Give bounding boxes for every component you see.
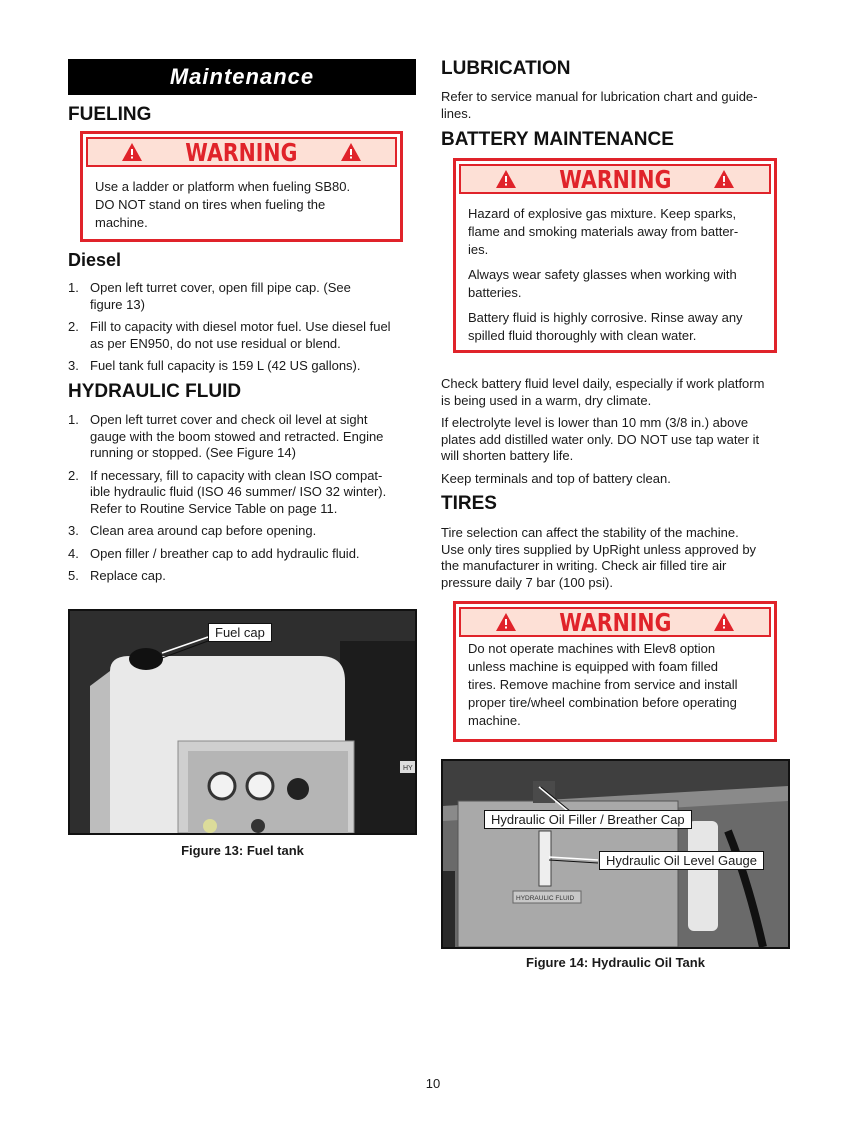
warning-header [459, 607, 771, 637]
list-item: 1. Open left turret cover and check oil level at sight gauge with the boom stowed and retracted. Engine running or stopped. (See Figure 14) [68, 412, 384, 460]
diesel-steps [68, 280, 418, 381]
figure-13-photo [68, 609, 417, 835]
diesel-heading: Diesel [68, 250, 122, 270]
figure-14-photo [441, 759, 790, 949]
battery-maintenance-heading: BATTERY MAINTENANCE [441, 129, 674, 150]
text-line: machine. [95, 215, 148, 230]
warning-label: WARNING [558, 164, 672, 194]
hydraulic-steps [68, 412, 418, 591]
filler-cap-callout: Hydraulic Oil Filler / Breather Cap [484, 810, 692, 829]
tires-warning-box [453, 601, 777, 742]
list-item: 2. If necessary, fill to capacity with clean ISO compat- ible hydraulic fluid (ISO 46 summer/ ISO 32 winter). Refer to Routine Service Table on page 11. [68, 467, 387, 516]
list-item: 5. Replace cap. [68, 568, 166, 583]
warning-triangle-icon [495, 169, 517, 189]
fueling-warning-box [80, 131, 403, 242]
battery-warning-box [453, 158, 777, 353]
list-item: 3. Clean area around cap before opening. [68, 523, 317, 538]
warning-label: WARNING [185, 137, 298, 167]
level-gauge-callout: Hydraulic Oil Level Gauge [599, 851, 764, 870]
section-title-bar [68, 59, 416, 95]
tires-heading: TIRES [441, 493, 497, 514]
warning-header [459, 164, 771, 194]
warning-text: Do not operate machines with Elev8 option unless machine is equipped with foam filled tires. Remove machine from service and install proper tire/wheel combination before operating machine. [468, 641, 738, 728]
battery-paragraphs: Check battery fluid level daily, especially if work platform is being used in a warm, dry climate. If electrolyte level is lower than 10 mm (3/8 in.) above plates add distilled water only. DO NOT use tap water it will shorten battery life. Keep terminals and top of battery clean. [441, 376, 765, 486]
list-item: 4. Open filler / breather cap to add hydraulic fluid. [68, 545, 360, 561]
warning-triangle-icon [121, 142, 143, 162]
lubrication-text: Refer to service manual for lubrication chart and guide- lines. [441, 89, 758, 121]
fueling-heading: FUELING [68, 104, 152, 125]
text-line: DO NOT stand on tires when fueling the [95, 197, 326, 212]
fuel-tank-illustration [70, 611, 415, 833]
section-title: Maintenance [169, 64, 315, 89]
warning-header [86, 137, 397, 167]
figure-14-caption: Figure 14: Hydraulic Oil Tank [526, 955, 705, 970]
list-item: 3. Fuel tank full capacity is 159 L (42 US gallons). [68, 358, 361, 373]
warning-text [95, 178, 390, 239]
warning-triangle-icon [713, 169, 735, 189]
panel-tag: HY [403, 765, 413, 772]
warning-label: WARNING [558, 607, 672, 637]
warning-triangle-icon [713, 612, 735, 632]
tires-text: Tire selection can affect the stability of the machine. Use only tires supplied by UpRight unless approved by the manufacturer in writing. Check air filled tire air pressure daily 7 bar (100 psi). [441, 525, 757, 590]
list-item: 1. Open left turret cover, open fill pipe cap. (See figure 13) [68, 280, 351, 312]
fuel-cap-callout: Fuel cap [208, 623, 272, 642]
figure-13-caption: Figure 13: Fuel tank [181, 843, 304, 858]
list-item: 2. Fill to capacity with diesel motor fuel. Use diesel fuel as per EN950, do not use residual or blend. [68, 319, 391, 351]
tank-label: HYDRAULIC FLUID [516, 895, 575, 902]
text-line: Use a ladder or platform when fueling SB80. [95, 179, 351, 194]
hydraulic-fluid-heading: HYDRAULIC FLUID [68, 381, 242, 402]
warning-triangle-icon [495, 612, 517, 632]
warning-text: Hazard of explosive gas mixture. Keep sparks, flame and smoking materials away from batter- ies. Always wear safety glasses when working with batteries. Battery fluid is highly corrosive. Rinse away any spilled fluid thoroughly with clean water. [468, 206, 743, 343]
warning-triangle-icon [340, 142, 362, 162]
page-number: 10 [425, 1076, 441, 1091]
lubrication-heading: LUBRICATION [441, 58, 571, 79]
